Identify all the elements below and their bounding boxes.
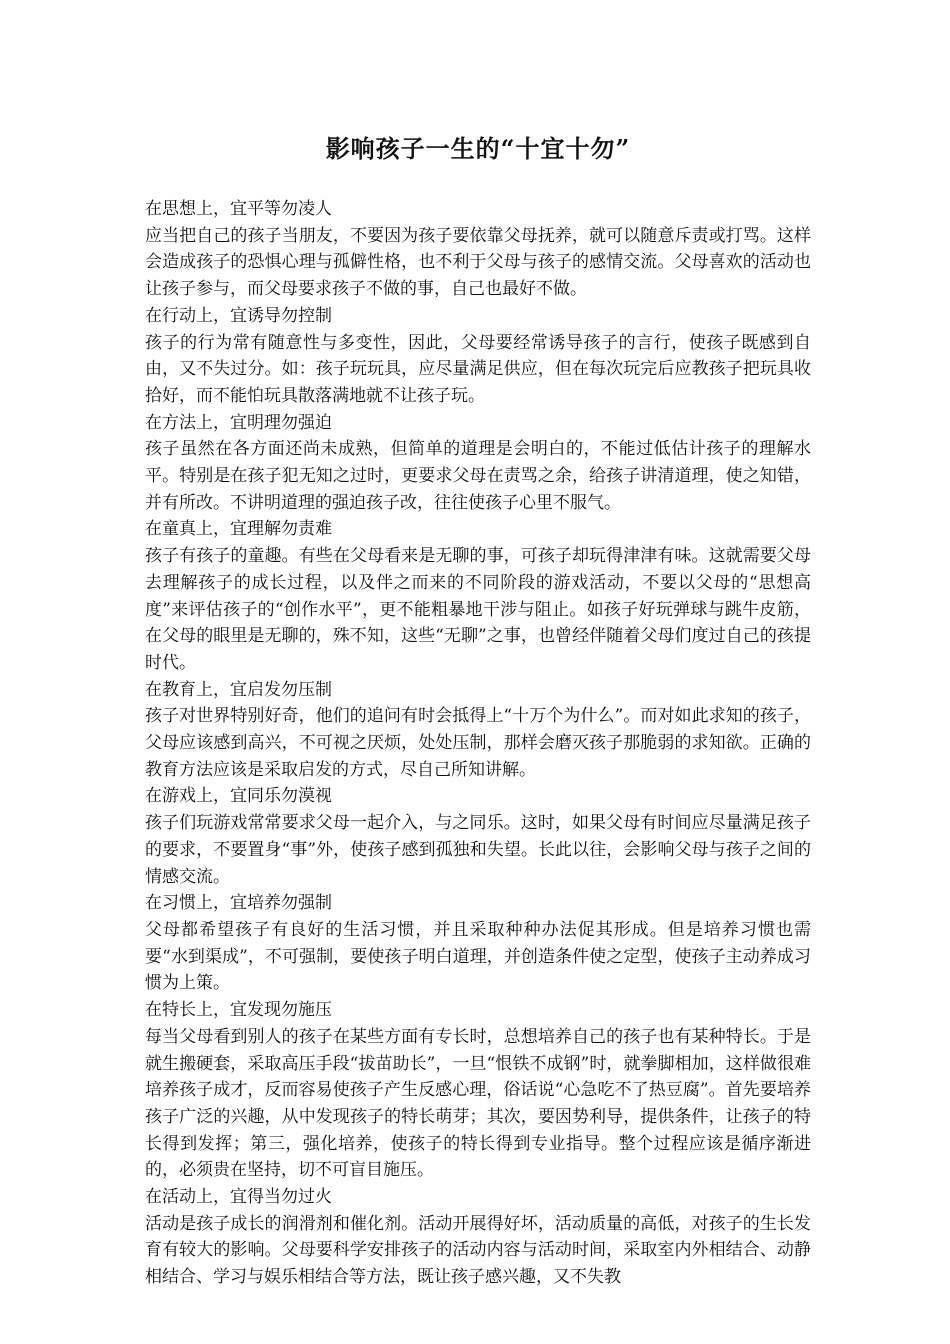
section-paragraph: 孩子对世界特别好奇，他们的追问有时会抵得上“十万个为什么”。而对如此求知的孩子，父母应该感到高兴，不可视之厌烦，处处压制，那样会磨灭孩子那脆弱的求知欲。正确的教育方法应该是采取启发的方式，尽自己所知讲解。 xyxy=(145,706,811,780)
document-section xyxy=(145,410,811,517)
section-heading: 在教育上，宜启发勿压制 xyxy=(145,679,332,700)
section-paragraph: 活动是孩子成长的润滑剂和催化剂。活动开展得好坏，活动质量的高低，对孩子的生长发育有较大的影响。父母要科学安排孩子的活动内容与活动时间，采取室内外相结合、动静相结合、学习与娱乐相结合等方法，既让孩子感兴趣，又不失教 xyxy=(145,1213,811,1288)
section-paragraph: 孩子有孩子的童趣。有些在父母看来是无聊的事，可孩子却玩得津津有味。这就需要父母去理解孩子的成长过程，以及伴之而来的不同阶段的游戏活动，不要以父母的“思想高度”来评估孩子的“创作水平”，更不能粗暴地干涉与阻止。如孩子好玩弹球与跳牛皮筋，在父母的眼里是无聊的，殊不知，这些“无聊”之事，也曾经伴随着父母们度过自己的孩提时代。 xyxy=(145,546,811,673)
section-paragraph: 父母都希望孩子有良好的生活习惯，并且采取种种办法促其形成。但是培养习惯也需要“水到渠成”，不可强制，要使孩子明白道理，并创造条件使之定型，使孩子主动养成习惯为上策。 xyxy=(145,919,811,994)
document-section xyxy=(145,997,811,1184)
document-section xyxy=(145,677,811,784)
section-heading: 在特长上，宜发现勿施压 xyxy=(145,1000,332,1021)
section-paragraph: 孩子的行为常有随意性与多变性，因此，父母要经常诱导孩子的言行，使孩子既感到自由，又不失过分。如：孩子玩玩具，应尽量满足供应，但在每次玩完后应教孩子把玩具收拾好，而不能怕玩具散落满地就不让孩子玩。 xyxy=(145,332,811,406)
section-paragraph: 应当把自己的孩子当朋友，不要因为孩子要依靠父母抚养，就可以随意斥责或打骂。这样会造成孩子的恐惧心理与孤僻性格，也不利于父母与孩子的感情交流。父母喜欢的活动也让孩子参与，而父母要求孩子不做的事，自己也最好不做。 xyxy=(145,225,811,300)
document-section xyxy=(145,516,811,676)
section-heading: 在童真上，宜理解勿责难 xyxy=(145,519,332,540)
section-paragraph: 孩子虽然在各方面还尚未成熟，但简单的道理是会明白的，不能过低估计孩子的理解水平。特别是在孩子犯无知之过时，更要求父母在责骂之余，给孩子讲清道理，使之知错，并有所改。不讲明道理的强迫孩子改，往往使孩子心里不服气。 xyxy=(145,439,811,513)
section-paragraph: 孩子们玩游戏常常要求父母一起介入，与之同乐。这时，如果父母有时间应尽量满足孩子的要求，不要置身“事”外，使孩子感到孤独和失望。长此以往，会影响父母与孩子之间的情感交流。 xyxy=(145,813,811,887)
document-page xyxy=(145,0,811,1291)
document-section xyxy=(145,196,811,303)
section-paragraph: 每当父母看到别人的孩子在某些方面有专长时，总想培养自己的孩子也有某种特长。于是就生搬硬套，采取高压手段“拔苗助长”，一旦“恨铁不成钢”时，就拳脚相加，这样做很难培养孩子成才，反而容易使孩子产生反感心理，俗话说“心急吃不了热豆腐”。首先要培养孩子广泛的兴趣，从中发现孩子的特长萌芽；其次，要因势利导，提供条件，让孩子的特长得到发挥；第三，强化培养，使孩子的特长得到专业指导。整个过程应该是循序渐进的，必须贵在坚持，切不可盲目施压。 xyxy=(145,1026,811,1181)
section-heading: 在活动上，宜得当勿过火 xyxy=(145,1187,332,1208)
document-section xyxy=(145,1184,811,1291)
section-heading: 在习惯上，宜培养勿强制 xyxy=(145,893,332,914)
document-section xyxy=(145,303,811,410)
section-heading: 在行动上，宜诱导勿控制 xyxy=(145,305,332,326)
document-section xyxy=(145,783,811,890)
section-heading: 在思想上，宜平等勿凌人 xyxy=(145,199,332,219)
document-body xyxy=(145,196,811,1291)
section-heading: 在游戏上，宜同乐勿漠视 xyxy=(145,786,332,807)
document-title: 影响孩子一生的“十宜十勿” xyxy=(325,134,631,163)
document-section xyxy=(145,890,811,997)
section-heading: 在方法上，宜明理勿强迫 xyxy=(145,412,332,433)
